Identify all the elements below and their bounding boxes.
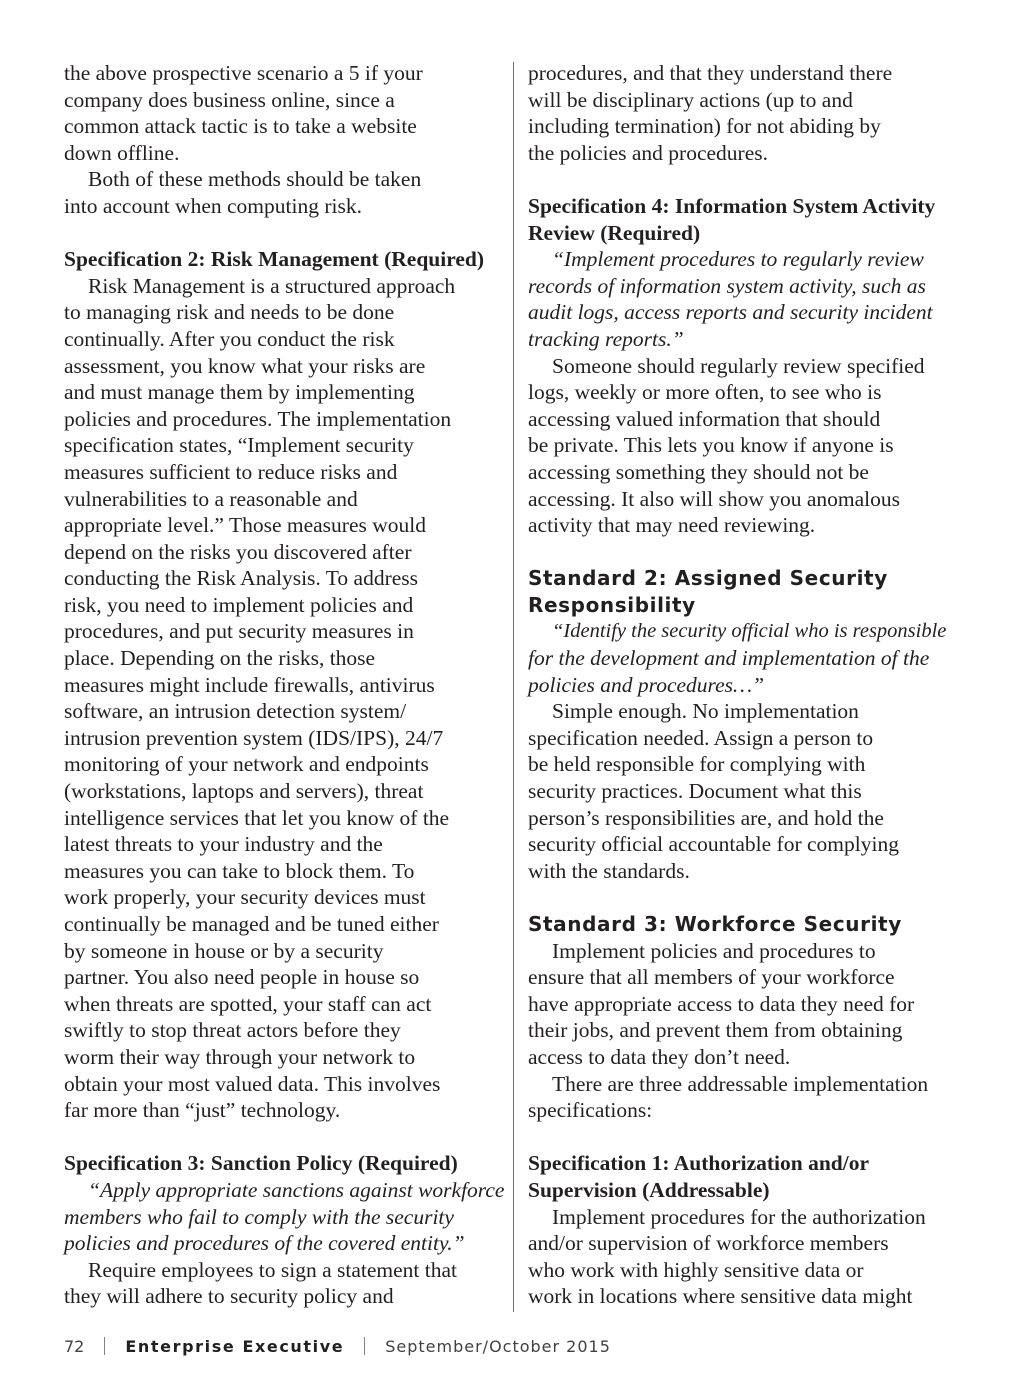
- spec3-heading: Specification 3: Sanction Policy (Required): [64, 1151, 458, 1176]
- text-line: policies and procedures. The implementation: [64, 406, 452, 431]
- text-line: have appropriate access to data they need for: [528, 991, 915, 1016]
- spec4-quote: [528, 246, 968, 352]
- text-line: continually. After you conduct the risk: [64, 326, 395, 351]
- text-line: conducting the Risk Analysis. To address: [64, 566, 419, 591]
- text-line: access to data they don’t need.: [528, 1044, 791, 1069]
- heading-line: Supervision (Addressable): [528, 1177, 770, 1202]
- text-line: accessing. It also will show you anomalous: [528, 486, 901, 511]
- text-line: to managing risk and needs to be done: [64, 300, 395, 325]
- quote-line: “Implement procedures to regularly review: [552, 247, 924, 272]
- heading-line: Review (Required): [528, 220, 701, 245]
- spec3-quote: [64, 1177, 504, 1257]
- text-line: Simple enough. No implementation: [552, 699, 859, 724]
- spec4-heading: [528, 193, 968, 246]
- std3-body: [528, 938, 968, 1071]
- text-line: intrusion prevention system (IDS/IPS), 24/7: [64, 725, 444, 750]
- quote-line: policies and procedures…”: [528, 672, 765, 697]
- quote-line: audit logs, access reports and security incident: [528, 300, 933, 325]
- text-line: continually be managed and be tuned either: [64, 912, 439, 936]
- footer-separator: [364, 1337, 365, 1355]
- text-line: monitoring of your network and endpoints: [64, 752, 429, 777]
- text-line: place. Depending on the risks, those: [64, 646, 376, 671]
- text-line: specifications:: [528, 1098, 653, 1123]
- text-line: common attack tactic is to take a website: [64, 114, 417, 139]
- text-line: including termination) for not abiding by: [528, 114, 881, 139]
- continued-paragraph: [528, 60, 968, 166]
- quote-line: members who fail to comply with the security: [64, 1204, 454, 1229]
- text-line: (workstations, laptops and servers), threat: [64, 779, 424, 804]
- text-line: they will adhere to security policy and: [64, 1284, 394, 1309]
- text-line: Someone should regularly review specified: [552, 353, 925, 378]
- text-line: who work with highly sensitive data or: [528, 1257, 864, 1282]
- text-line: company does business online, since a: [64, 87, 395, 112]
- text-line: be held responsible for complying with: [528, 752, 866, 777]
- std2-quote: [528, 618, 968, 698]
- text-line: measures you can take to block them. To: [64, 858, 415, 883]
- text-line: accessing valued information that should: [528, 406, 881, 431]
- text-line: activity that may need reviewing.: [528, 513, 816, 538]
- text-line: and/or supervision of workforce members: [528, 1231, 889, 1256]
- spec3-body: [64, 1257, 504, 1310]
- text-line: be private. This lets you know if anyone is: [528, 433, 894, 458]
- text-line: their jobs, and prevent them from obtaining: [528, 1018, 903, 1043]
- text-line: security practices. Document what this: [528, 779, 862, 804]
- text-line: There are three addressable implementation: [552, 1071, 929, 1096]
- quote-line: records of information system activity, such as: [528, 273, 926, 298]
- text-line: software, an intrusion detection system/: [64, 699, 407, 724]
- issue-date: September/October 2015: [385, 1336, 611, 1356]
- text-line: will be disciplinary actions (up to and: [528, 87, 853, 112]
- heading-line: Specification 1: Authorization and/or: [528, 1151, 870, 1176]
- quote-line: for the development and implementation of the: [528, 646, 930, 671]
- text-line: person’s responsibilities are, and hold the: [528, 805, 884, 830]
- text-line: procedures, and that they understand there: [528, 61, 893, 85]
- text-line: Risk Management is a structured approach: [88, 273, 456, 298]
- heading-line: Responsibility: [528, 592, 696, 617]
- page-footer: [64, 1334, 611, 1358]
- quote-line: tracking reports.”: [528, 326, 684, 351]
- text-line: when threats are spotted, your staff can act: [64, 991, 432, 1016]
- text-line: work properly, your security devices must: [64, 885, 426, 910]
- page-number: 72: [64, 1336, 85, 1356]
- spec4-body: [528, 353, 968, 539]
- text-line: partner. You also need people in house so: [64, 965, 420, 990]
- publication-name: Enterprise Executive: [125, 1336, 345, 1356]
- text-line: by someone in house or by a security: [64, 938, 384, 963]
- intro-paragraph: [64, 60, 504, 166]
- spec2-heading: Specification 2: Risk Management (Required): [64, 247, 485, 272]
- quote-line: “Identify the security official who is responsible: [552, 620, 947, 643]
- text-line: and must manage them by implementing: [64, 380, 415, 405]
- text-line: work in locations where sensitive data might: [528, 1284, 913, 1309]
- text-line: Implement policies and procedures to: [552, 938, 876, 963]
- std3-body-2: [528, 1071, 968, 1124]
- text-line: security official accountable for complying: [528, 832, 899, 857]
- text-line: with the standards.: [528, 858, 690, 883]
- spec2-body: [64, 273, 504, 1124]
- text-line: Require employees to sign a statement that: [88, 1257, 457, 1282]
- text-line: down offline.: [64, 140, 180, 165]
- text-line: risk, you need to implement policies and: [64, 592, 414, 617]
- text-line: appropriate level.” Those measures would: [64, 513, 426, 538]
- right-column: [528, 60, 968, 1310]
- std2-body: [528, 698, 968, 884]
- left-column: [64, 60, 504, 1310]
- text-line: specification states, “Implement security: [64, 433, 414, 458]
- text-line: measures might include firewalls, antivirus: [64, 672, 435, 697]
- text-line: depend on the risks you discovered after: [64, 539, 412, 564]
- spec1-body: [528, 1204, 968, 1310]
- text-line: far more than “just” technology.: [64, 1098, 341, 1123]
- spec1-heading: [528, 1150, 968, 1203]
- quote-line: “Apply appropriate sanctions against workforce: [88, 1177, 505, 1202]
- text-line: vulnerabilities to a reasonable and: [64, 486, 358, 511]
- text-line: obtain your most valued data. This involves: [64, 1071, 441, 1096]
- std3-heading: Standard 3: Workforce Security: [528, 912, 902, 936]
- intro-paragraph-2: [64, 166, 504, 219]
- text-line: ensure that all members of your workforce: [528, 965, 895, 990]
- column-divider: [513, 62, 514, 1312]
- text-line: intelligence services that let you know of the: [64, 805, 450, 830]
- text-line: latest threats to your industry and the: [64, 832, 383, 857]
- text-line: accessing something they should not be: [528, 459, 869, 484]
- text-line: into account when computing risk.: [64, 193, 362, 218]
- heading-line: Standard 2: Assigned Security: [528, 566, 888, 591]
- text-line: specification needed. Assign a person to: [528, 725, 874, 750]
- std2-heading: [528, 565, 968, 618]
- text-line: Both of these methods should be taken: [88, 167, 422, 192]
- text-line: measures sufficient to reduce risks and: [64, 459, 398, 484]
- text-line: swiftly to stop threat actors before they: [64, 1018, 401, 1043]
- text-line: procedures, and put security measures in: [64, 619, 414, 644]
- text-line: the above prospective scenario a 5 if your: [64, 61, 423, 85]
- text-line: assessment, you know what your risks are: [64, 353, 426, 378]
- text-line: Implement procedures for the authorization: [552, 1204, 926, 1229]
- heading-line: Specification 4: Information System Activity: [528, 193, 936, 218]
- quote-line: policies and procedures of the covered entity.”: [64, 1231, 465, 1256]
- text-line: the policies and procedures.: [528, 140, 768, 165]
- text-line: logs, weekly or more often, to see who is: [528, 380, 882, 405]
- footer-separator: [104, 1337, 105, 1355]
- text-line: worm their way through your network to: [64, 1044, 416, 1069]
